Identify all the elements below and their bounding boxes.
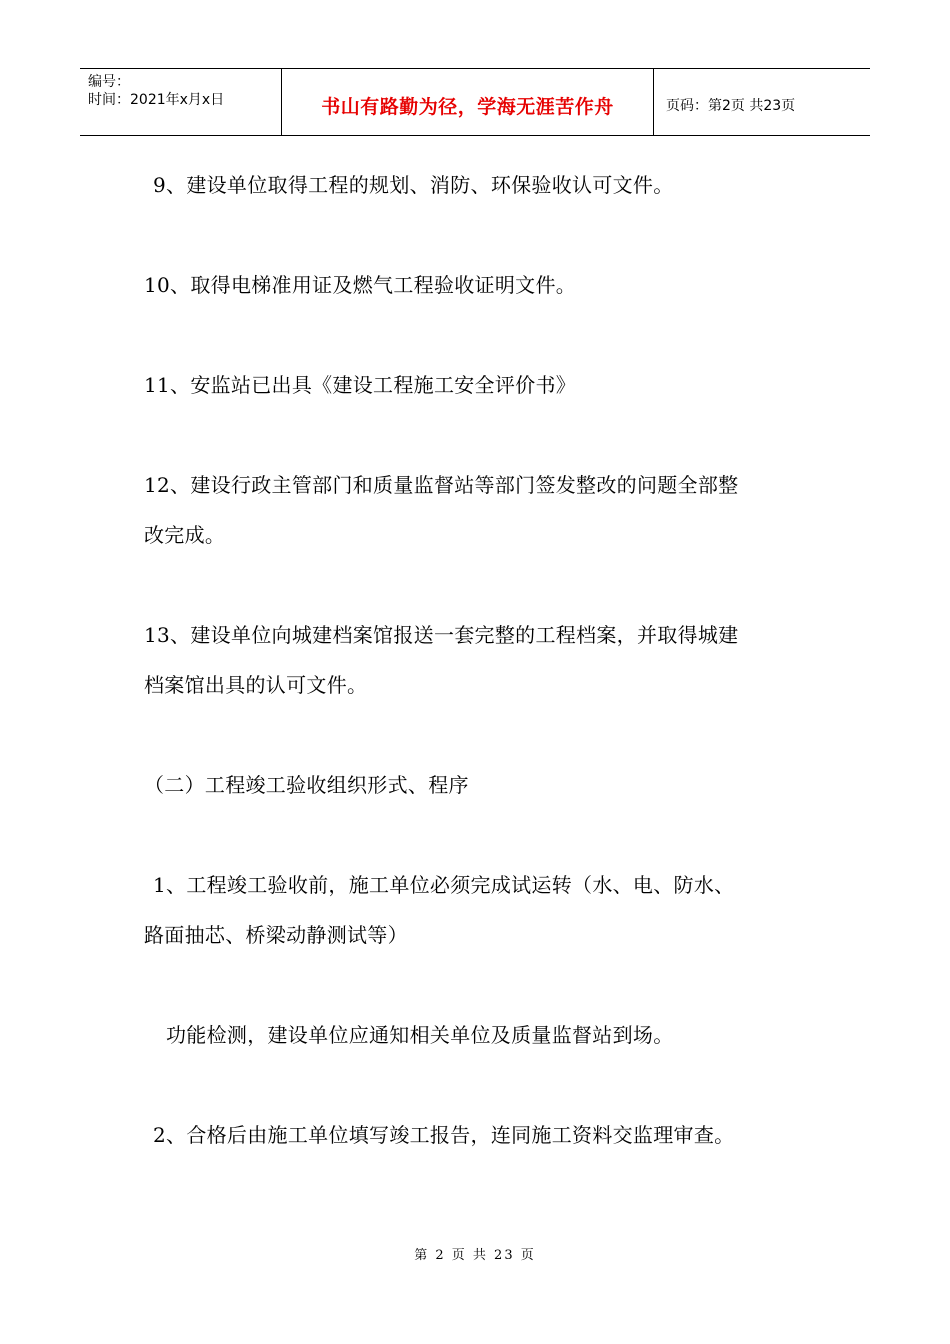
- step-1-line3: 功能检测，建设单位应通知相关单位及质量监督站到场。: [166, 1023, 674, 1047]
- paragraph-item-13-line2: 档案馆出具的认可文件。: [144, 673, 368, 697]
- header-motto: 书山有路勤为径，学海无涯苦作舟: [321, 95, 614, 118]
- paragraph-item-12-line2: 改完成。: [144, 523, 226, 547]
- section-heading-2: （二）工程竣工验收组织形式、程序: [144, 773, 469, 797]
- header-motto-cell: [282, 69, 654, 135]
- step-1-line2: 路面抽芯、桥梁动静测试等）: [144, 923, 408, 947]
- paragraph-item-13-line1: 13、建设单位向城建档案馆报送一套完整的工程档案，并取得城建: [144, 623, 739, 647]
- paragraph-item-11: 11、安监站已出具《建设工程施工安全评价书》: [144, 373, 577, 397]
- page-footer: 第 2 页 共 23 页: [414, 1248, 536, 1263]
- document-header: [80, 68, 870, 136]
- header-page-cell: [654, 69, 870, 135]
- header-meta-cell: [80, 69, 282, 135]
- paragraph-item-10: 10、取得电梯准用证及燃气工程验收证明文件。: [144, 273, 577, 297]
- header-page-label: 页码：第2页 共23页: [666, 98, 796, 114]
- document-time-label: 时间：2021年x月x日: [88, 92, 225, 108]
- document-number-label: 编号：: [88, 74, 130, 90]
- step-2: 2、合格后由施工单位填写竣工报告，连同施工资料交监理审查。: [153, 1123, 735, 1147]
- step-1-line1: 1、工程竣工验收前，施工单位必须完成试运转（水、电、防水、: [153, 873, 735, 897]
- paragraph-item-9: 9、建设单位取得工程的规划、消防、环保验收认可文件。: [153, 173, 674, 197]
- paragraph-item-12-line1: 12、建设行政主管部门和质量监督站等部门签发整改的问题全部整: [144, 473, 739, 497]
